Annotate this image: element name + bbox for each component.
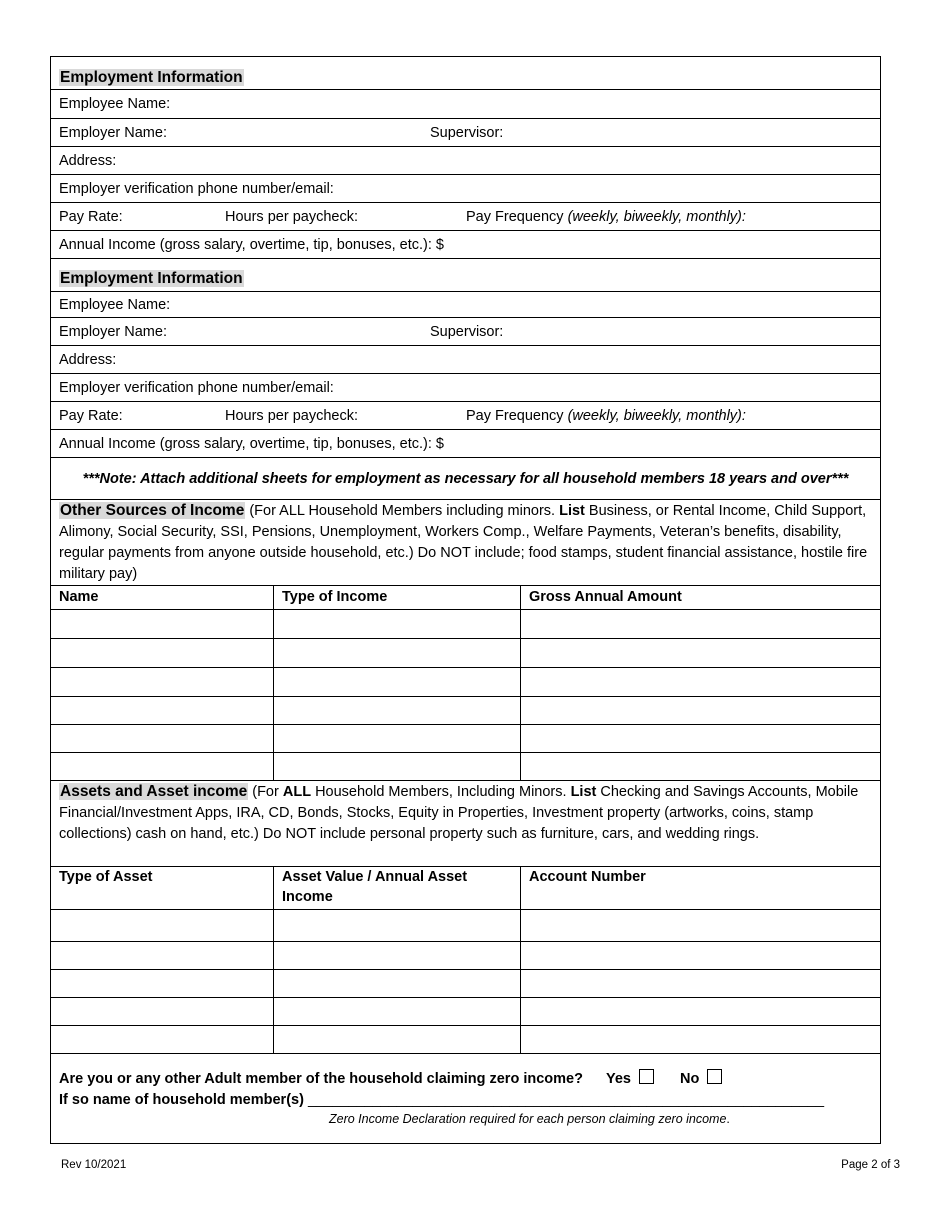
pay-frequency-label: Pay Frequency (weekly, biweekly, monthly): — [466, 407, 746, 424]
employer-name-field[interactable]: Employer Name: Supervisor: — [51, 318, 880, 346]
form-frame — [50, 56, 881, 1144]
address-field[interactable]: Address: — [51, 147, 880, 175]
table-row[interactable] — [51, 639, 880, 668]
table-row[interactable] — [51, 668, 880, 697]
income-table-header — [51, 586, 880, 610]
section-heading: Other Sources of Income — [60, 502, 245, 519]
section-heading: Employment Information — [60, 270, 243, 287]
no-checkbox[interactable] — [707, 1069, 722, 1084]
assets-description: Assets and Asset income (For ALL Household Members, Including Minors. List Checking and Savings Accounts, Mobile Financial/Investment Apps, IRA, CD, Bonds, Stocks, Equity in Properties, Investment property (artworks, coins, stamp collections) cash on hand, etc.) Do NOT include personal property such as furniture, cars, and wedding rings. — [51, 781, 880, 867]
column-header: Type of Income — [274, 586, 521, 609]
table-row[interactable] — [51, 610, 880, 639]
verification-field[interactable]: Employer verification phone number/email: — [51, 175, 880, 203]
table-row[interactable] — [51, 753, 880, 781]
pay-field[interactable]: Pay Rate: Hours per paycheck: Pay Frequency (weekly, biweekly, monthly): — [51, 402, 880, 430]
page-number: Page 2 of 3 — [841, 1159, 900, 1171]
zero-income-disclaimer: Zero Income Declaration required for each person claiming zero income. — [329, 1112, 730, 1126]
table-row[interactable] — [51, 942, 880, 970]
table-row[interactable] — [51, 970, 880, 998]
section-heading: Employment Information — [60, 69, 243, 86]
supervisor-label: Supervisor: — [430, 124, 504, 141]
verification-field[interactable]: Employer verification phone number/email: — [51, 374, 880, 402]
employee-name-field[interactable]: Employee Name: — [51, 90, 880, 119]
column-header: Asset Value / Annual Asset Income — [274, 867, 521, 909]
employment-1-header — [51, 57, 880, 90]
employment-note: ***Note: Attach additional sheets for employment as necessary for all household members 18 years and over*** — [51, 458, 880, 500]
employment-2-header — [51, 259, 880, 292]
table-row[interactable] — [51, 1026, 880, 1054]
column-header: Account Number — [529, 869, 646, 885]
employer-name-field[interactable]: Employer Name: Supervisor: — [51, 119, 880, 147]
column-header: Name — [51, 586, 274, 609]
section-heading: Assets and Asset income — [60, 783, 248, 800]
column-header: Gross Annual Amount — [529, 589, 682, 605]
table-row[interactable] — [51, 998, 880, 1026]
table-row[interactable] — [51, 697, 880, 725]
household-member-name-field[interactable]: If so name of household member(s) ________________________________________________________________ — [59, 1092, 825, 1108]
supervisor-label: Supervisor: — [430, 323, 504, 340]
annual-income-field[interactable]: Annual Income (gross salary, overtime, tip, bonuses, etc.): $ — [51, 231, 880, 259]
table-row[interactable] — [51, 910, 880, 942]
zero-income-question: Are you or any other Adult member of the household claiming zero income? Yes No — [59, 1069, 722, 1087]
yes-checkbox[interactable] — [639, 1069, 654, 1084]
table-row[interactable] — [51, 725, 880, 753]
column-header: Type of Asset — [51, 867, 274, 909]
assets-table-header — [51, 867, 880, 910]
revision-label: Rev 10/2021 — [61, 1159, 127, 1171]
pay-frequency-label: Pay Frequency (weekly, biweekly, monthly): — [466, 208, 746, 225]
pay-field[interactable]: Pay Rate: Hours per paycheck: Pay Frequency (weekly, biweekly, monthly): — [51, 203, 880, 231]
employee-name-field[interactable]: Employee Name: — [51, 292, 880, 318]
zero-income-section — [51, 1054, 880, 1143]
address-field[interactable]: Address: — [51, 346, 880, 374]
other-income-description: Other Sources of Income (For ALL Household Members including minors. List Business, or Rental Income, Child Support, Alimony, Social Security, SSI, Pensions, Unemployment, Workers Comp., Welfare Payments, Veteran’s benefits, disability, regular payments from anyone outside household, etc.) Do NOT include; food stamps, student financial assistance, hostile fire military pay) — [51, 500, 880, 586]
annual-income-field[interactable]: Annual Income (gross salary, overtime, tip, bonuses, etc.): $ — [51, 430, 880, 458]
